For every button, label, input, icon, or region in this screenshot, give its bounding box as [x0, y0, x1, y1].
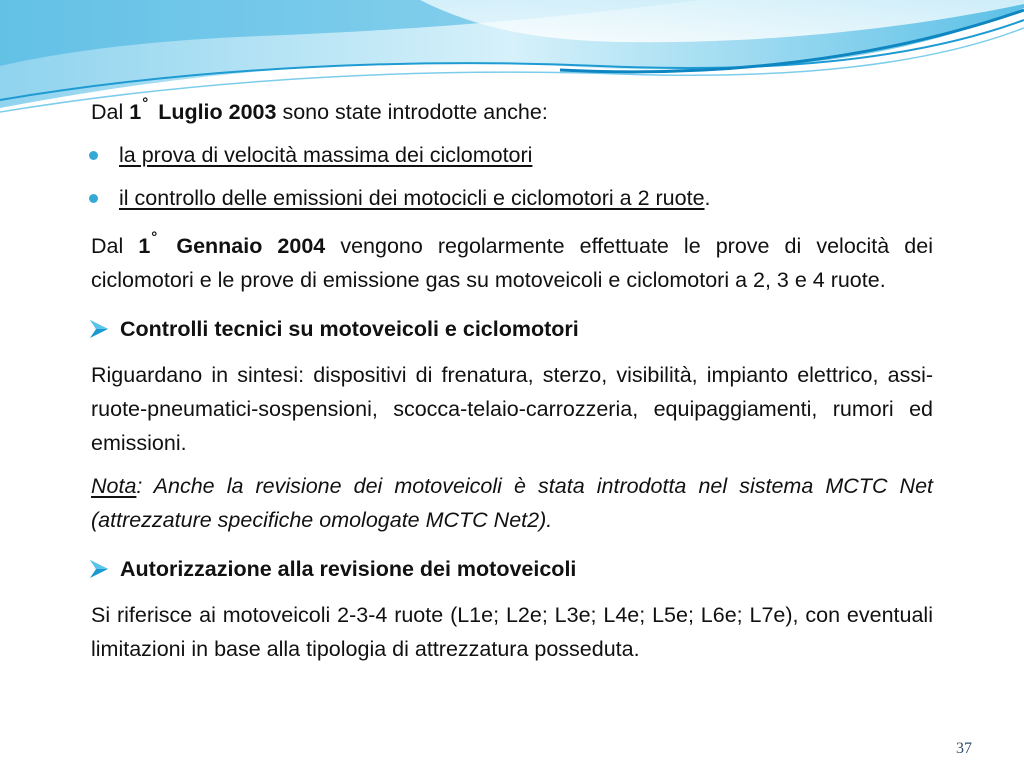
intro-prefix: Dal	[91, 100, 130, 125]
intro-paragraph	[91, 90, 933, 129]
para2-suffix: vengono regolarmente effettuate le prove di velocità dei ciclomotori e le prove di emissione gas su motoveicoli e ciclomotori a 2, 3 e 4 ruote.	[91, 234, 933, 293]
bullet-item-emissions	[91, 181, 933, 215]
intro-date-rest: Luglio 2003	[158, 100, 277, 125]
bullet-item-speed-test	[91, 138, 933, 172]
section1-body-text: Riguardano in sintesi: dispositivi di frenatura, sterzo, visibilità, impianto elettrico, assi-ruote-pneumatici-sospensioni, scocca-telaio-carrozzeria, equipaggiamenti, rumori ed emissioni.	[91, 363, 933, 456]
bullet-text: il controllo delle emissioni dei motocicli e ciclomotori a 2 ruote	[119, 186, 705, 211]
section1-body	[91, 358, 933, 460]
paragraph-january-2004	[91, 224, 933, 297]
intro-date-degree: °	[142, 95, 149, 112]
arrow-bullet-icon	[88, 318, 110, 340]
para2-date-rest: Gennaio 2004	[176, 234, 326, 259]
page-number: 37	[956, 740, 972, 757]
note-label: Nota	[91, 474, 137, 499]
para2-date-day: 1	[138, 234, 151, 259]
bullet-dot-icon	[89, 194, 98, 203]
intro-date-day: 1	[129, 100, 142, 125]
section-heading-text: Controlli tecnici su motoveicoli e ciclomotori	[120, 317, 579, 342]
bullet-tail: .	[704, 186, 711, 211]
para2-date-degree: °	[151, 229, 158, 247]
section-heading-technical-checks	[91, 312, 933, 346]
note-paragraph	[91, 469, 933, 537]
section-heading-text: Autorizzazione alla revisione dei motoveicoli	[120, 557, 577, 582]
intro-suffix: sono state introdotte anche:	[276, 100, 548, 125]
section2-body-text: Si riferisce ai motoveicoli 2-3-4 ruote (L1e; L2e; L3e; L4e; L5e; L6e; L7e), con eventuali limitazioni in base alla tipologia di attrezzatura posseduta.	[91, 603, 933, 662]
note-text: : Anche la revisione dei motoveicoli è stata introdotta nel sistema MCTC Net (attrezzature specifiche omologate MCTC Net2).	[91, 474, 933, 533]
bullet-dot-icon	[89, 151, 98, 160]
section-heading-authorization	[91, 552, 933, 586]
arrow-bullet-icon	[88, 558, 110, 580]
para2-date	[138, 229, 326, 259]
para2-prefix: Dal	[91, 234, 139, 259]
section2-body	[91, 598, 933, 666]
intro-date	[129, 95, 277, 125]
bullet-text: la prova di velocità massima dei ciclomotori	[119, 143, 533, 168]
slide-content	[91, 90, 933, 666]
